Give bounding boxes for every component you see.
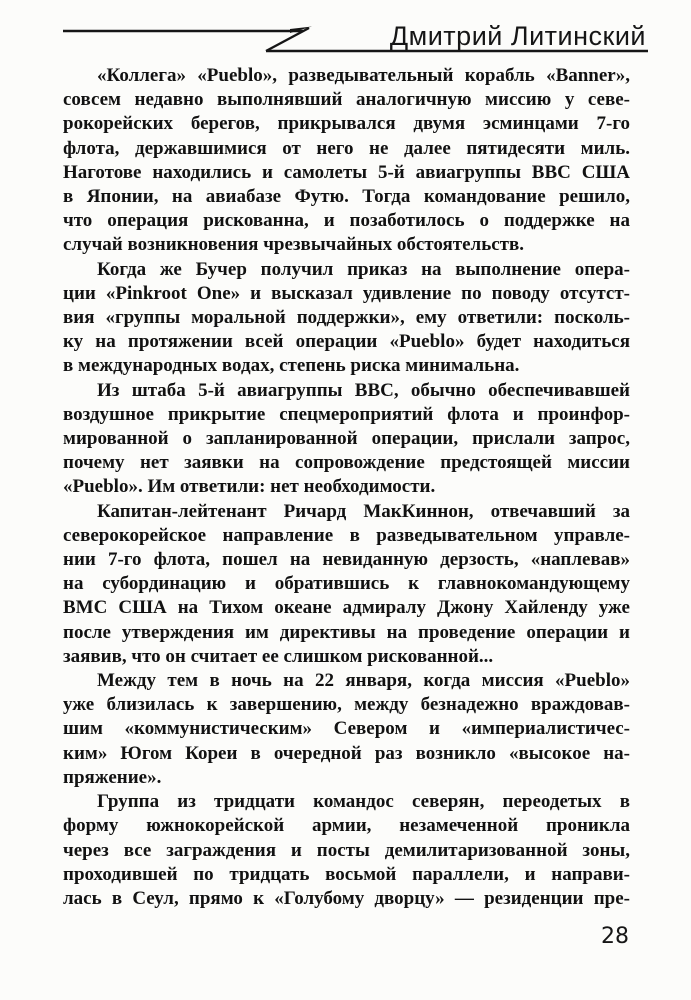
text-line: Наготове находились и самолеты 5-й авиагруппы ВВС США bbox=[63, 161, 630, 183]
text-line: после утверждения им директивы на проведение операции и bbox=[63, 621, 630, 643]
text-line: Когда же Бучер получил приказ на выполнение опера- bbox=[97, 258, 630, 280]
text-line: что операция рискованна, и позаботилось о поддержке на bbox=[63, 210, 630, 232]
text-line: лась в Сеул, прямо к «Голубому дворцу» — резиденции пре- bbox=[63, 887, 630, 909]
text-line: заявив, что он считает ее слишком рискованной... bbox=[63, 645, 494, 667]
body-text bbox=[63, 64, 630, 911]
text-line: пряжение». bbox=[63, 766, 162, 788]
text-line: вия «группы моральной поддержки», ему ответили: посколь- bbox=[63, 307, 630, 329]
text-line: воздушное прикрытие спецмероприятий флота и проинфор- bbox=[63, 403, 630, 425]
text-line: мированной о запланированной операции, прислали запрос, bbox=[63, 428, 630, 450]
text-line: ВМС США на Тихом океане адмиралу Джону Хайленду уже bbox=[63, 597, 630, 619]
text-line: проходившей по тридцать восьмой параллели, и направи- bbox=[63, 863, 630, 885]
text-line: Группа из тридцати командос северян, переодетых в bbox=[97, 791, 630, 813]
text-line: рокорейских берегов, прикрывался двумя эсминцами 7-го bbox=[63, 113, 630, 135]
paragraph bbox=[63, 258, 630, 379]
paragraph bbox=[63, 669, 630, 790]
text-line: через все заграждения и посты демилитаризованной зоны, bbox=[63, 839, 630, 861]
text-line: «Pueblo». Им ответили: нет необходимости. bbox=[63, 476, 436, 498]
text-line: случай возникновения чрезвычайных обстоятельств. bbox=[63, 234, 525, 256]
paragraph bbox=[63, 790, 630, 911]
text-line: почему нет заявки на сопровождение предстоящей миссии bbox=[63, 452, 630, 474]
text-line: уже близилась к завершению, между безнадежно враждовав- bbox=[63, 694, 630, 716]
text-line: ку на протяжении всей операции «Pueblo» будет находиться bbox=[63, 331, 630, 353]
page-number: 28 bbox=[601, 924, 629, 949]
paragraph bbox=[63, 500, 630, 669]
text-line: шим «коммунистическим» Севером и «империалистичес- bbox=[63, 718, 630, 740]
text-line: северокорейское направление в разведывательном управле- bbox=[63, 524, 630, 546]
text-line: Из штаба 5-й авиагруппы ВВС, обычно обеспечивавшей bbox=[97, 379, 630, 401]
text-line: «Коллега» «Pueblo», разведывательный корабль «Banner», bbox=[97, 65, 630, 86]
text-line: в Японии, на авиабазе Футю. Тогда командование решило, bbox=[63, 186, 630, 208]
text-line: ции «Pinkroot One» и высказал удивление по поводу отсутст- bbox=[63, 282, 630, 304]
text-line: совсем недавно выполнявший аналогичную миссию у севе- bbox=[63, 89, 630, 111]
author-name: Дмитрий Литинский bbox=[389, 21, 646, 51]
text-line: флота, державшимися от него не далее пятидесяти миль. bbox=[63, 137, 630, 159]
paragraph bbox=[63, 64, 630, 258]
text-line: форму южнокорейской армии, незамеченной проникла bbox=[63, 815, 630, 837]
text-line: Между тем в ночь на 22 января, когда миссия «Pueblo» bbox=[97, 670, 630, 692]
text-line: на субординацию и обратившись к главнокомандующему bbox=[63, 573, 630, 595]
text-line: нии 7-го флота, пошел на невиданную дерзость, «наплевав» bbox=[63, 549, 630, 571]
paragraph bbox=[63, 379, 630, 500]
text-line: Капитан-лейтенант Ричард МакКиннон, отвечавший за bbox=[97, 500, 630, 522]
text-line: в международных водах, степень риска минимальна. bbox=[63, 355, 520, 377]
text-line: ким» Югом Кореи в очередной раз возникло «высокое на- bbox=[63, 742, 630, 764]
